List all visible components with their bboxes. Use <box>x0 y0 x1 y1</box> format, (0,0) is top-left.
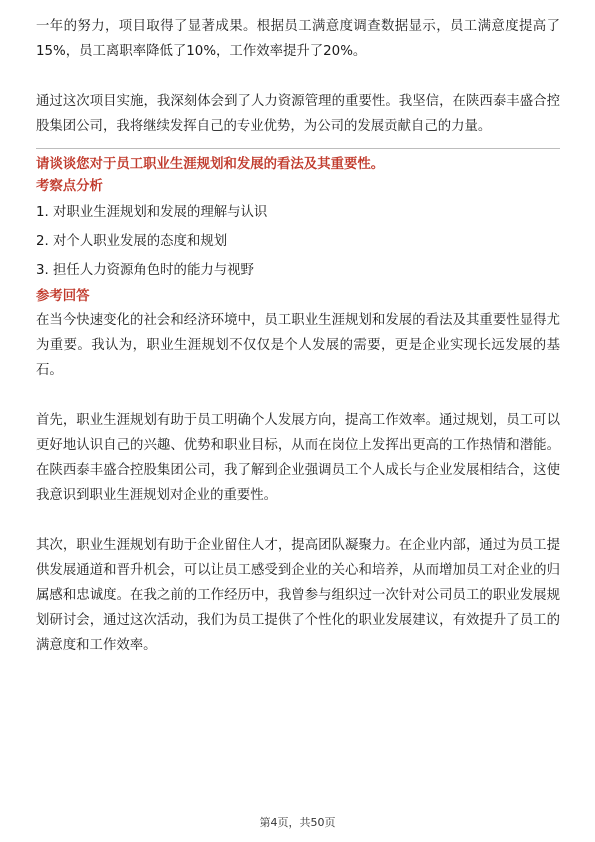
answer-paragraph: 在当今快速变化的社会和经济环境中，员工职业生涯规划和发展的看法及其重要性显得尤为重要。我认为，职业生涯规划不仅仅是个人发展的需要，更是企业实现长远发展的基石。 <box>36 313 560 378</box>
interview-question: 请谈谈您对于员工职业生涯规划和发展的看法及其重要性。 <box>36 157 385 172</box>
analysis-item: 1. 对职业生涯规划和发展的理解与认识 <box>36 205 268 220</box>
section-divider <box>36 148 560 149</box>
analysis-title: 考察点分析 <box>36 179 103 194</box>
analysis-item: 2. 对个人职业发展的态度和规划 <box>36 234 228 249</box>
intro-paragraph-1: 一年的努力，项目取得了显著成果。根据员工满意度调查数据显示，员工满意度提高了15%，员工离职率降低了10%，工作效率提升了20%。 <box>36 19 560 59</box>
page-number: 第4页，共50页 <box>259 816 336 829</box>
analysis-list <box>36 198 560 285</box>
document-page <box>36 14 560 658</box>
intro-paragraph-2: 通过这次项目实施，我深刻体会到了人力资源管理的重要性。我坚信，在陕西泰丰盛合控股集团公司，我将继续发挥自己的专业优势，为公司的发展贡献自己的力量。 <box>36 94 560 134</box>
answer-title: 参考回答 <box>36 289 90 304</box>
answer-paragraph: 首先，职业生涯规划有助于员工明确个人发展方向，提高工作效率。通过规划，员工可以更好地认识自己的兴趣、优势和职业目标，从而在岗位上发挥出更高的工作热情和潜能。在陕西泰丰盛合控股集团公司，我了解到企业强调员工个人成长与企业发展相结合，这使我意识到职业生涯规划对企业的重要性。 <box>36 413 560 503</box>
analysis-item: 3. 担任人力资源角色时的能力与视野 <box>36 263 254 278</box>
answer-paragraph: 其次，职业生涯规划有助于企业留住人才，提高团队凝聚力。在企业内部，通过为员工提供发展通道和晋升机会，可以让员工感受到企业的关心和培养，从而增加员工对企业的归属感和忠诚度。在我之前的工作经历中，我曾参与组织过一次针对公司员工的职业发展规划研讨会，通过这次活动，我们为员工提供了个性化的职业发展建议，有效提升了员工的满意度和工作效率。 <box>36 538 560 653</box>
